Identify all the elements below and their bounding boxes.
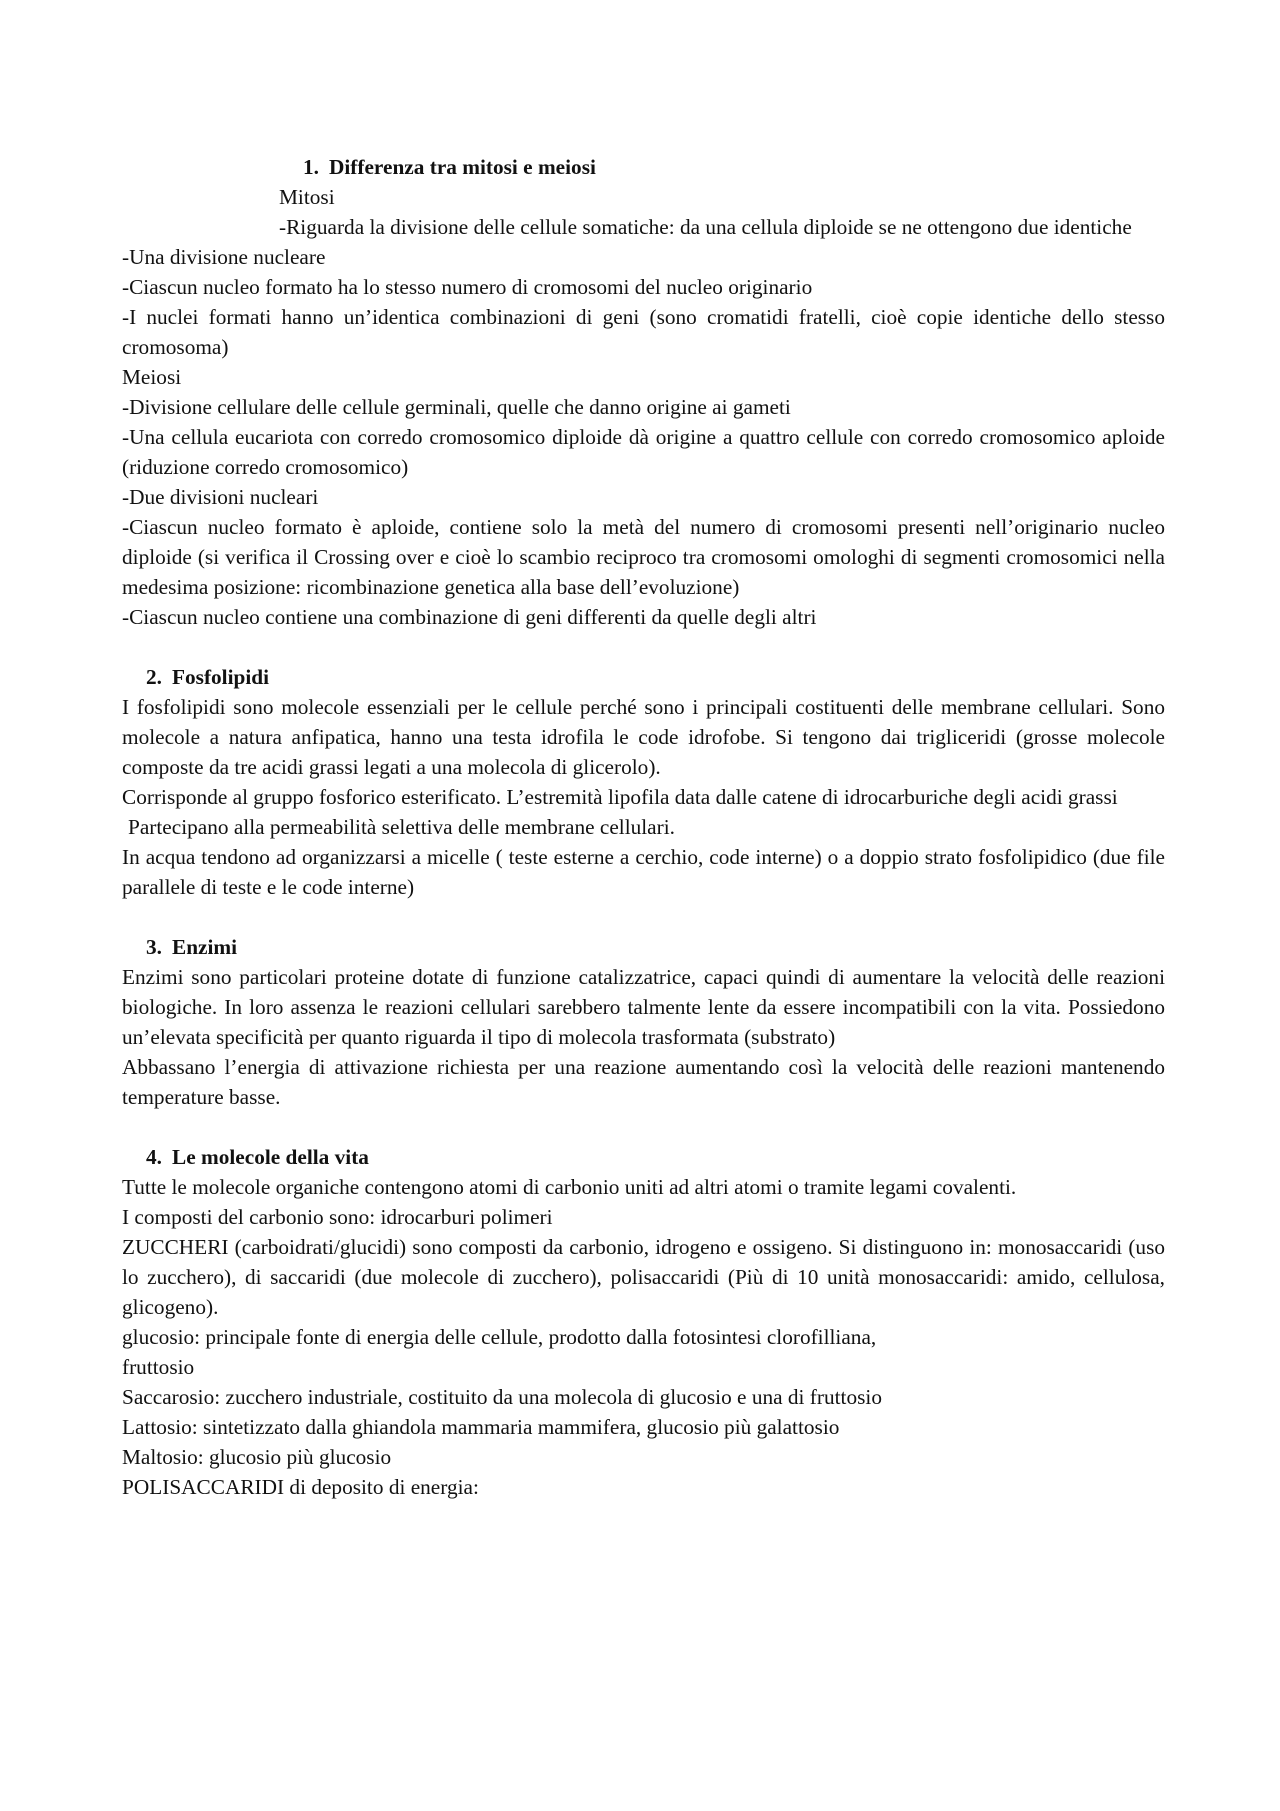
paragraph: POLISACCARIDI di deposito di energia:	[122, 1475, 479, 1499]
paragraph: Meiosi	[122, 365, 182, 389]
paragraph: In acqua tendono ad organizzarsi a micelle ( teste esterne a cerchio, code interne) o a doppio strato fosfolipidico (due file parallele di teste e le code interne)	[122, 845, 1165, 899]
paragraph: -Ciascun nucleo formato ha lo stesso numero di cromosomi del nucleo originario	[122, 275, 813, 299]
paragraph: Maltosio: glucosio più glucosio	[122, 1445, 392, 1469]
section-title: Fosfolipidi	[172, 665, 270, 689]
section-heading: 4. Le molecole della vita	[146, 1145, 369, 1169]
paragraph: Mitosi	[279, 185, 335, 209]
section-heading: 1. Differenza tra mitosi e meiosi	[303, 155, 596, 179]
paragraph: -Una divisione nucleare	[122, 245, 326, 269]
paragraph: -Riguarda la divisione delle cellule somatiche: da una cellula diploide se ne ottengono due identiche	[279, 215, 1132, 239]
section-title: Enzimi	[172, 935, 238, 959]
paragraph: -Due divisioni nucleari	[122, 485, 319, 509]
section-heading: 3. Enzimi	[146, 935, 238, 959]
section-spacer	[122, 632, 1165, 662]
paragraph: -Ciascun nucleo contiene una combinazione di geni differenti da quelle degli altri	[122, 605, 817, 629]
section-title: Le molecole della vita	[172, 1145, 369, 1169]
paragraph: I fosfolipidi sono molecole essenziali per le cellule perché sono i principali costituenti delle membrane cellulari. Sono molecole a natura anfipatica, hanno una testa idrofila le code idrofobe. Si tengono dai trigliceridi (grosse molecole composte da tre acidi grassi legati a una molecola di glicerolo).	[122, 695, 1165, 779]
paragraph: Enzimi sono particolari proteine dotate di funzione catalizzatrice, capaci quindi di aumentare la velocità delle reazioni biologiche. In loro assenza le reazioni cellulari sarebbero talmente lente da essere incompatibili con la vita. Possiedono un’elevata specificità per quanto riguarda il tipo di molecola trasformata (substrato)	[122, 965, 1165, 1049]
paragraph: -Divisione cellulare delle cellule germinali, quelle che danno origine ai gameti	[122, 395, 791, 419]
paragraph: Abbassano l’energia di attivazione richiesta per una reazione aumentando così la velocità delle reazioni mantenendo temperature basse.	[122, 1055, 1165, 1109]
paragraph: Lattosio: sintetizzato dalla ghiandola mammaria mammifera, glucosio più galattosio	[122, 1415, 840, 1439]
section-spacer	[122, 1112, 1165, 1142]
section-title: Differenza tra mitosi e meiosi	[329, 155, 596, 179]
paragraph: -I nuclei formati hanno un’identica combinazioni di geni (sono cromatidi fratelli, cioè copie identiche dello stesso cromosoma)	[122, 305, 1165, 359]
paragraph: ZUCCHERI (carboidrati/glucidi) sono composti da carbonio, idrogeno e ossigeno. Si distinguono in: monosaccaridi (uso lo zucchero), di saccaridi (due molecole di zucchero), polisaccaridi (Più di 10 unità monosaccaridi: amido, cellulosa, glicogeno).	[122, 1235, 1165, 1319]
paragraph: -Ciascun nucleo formato è aploide, contiene solo la metà del numero di cromosomi presenti nell’originario nucleo diploide (si verifica il Crossing over e cioè lo scambio reciproco tra cromosomi omologhi di segmenti cromosomici nella medesima posizione: ricombinazione genetica alla base dell’evoluzione)	[122, 515, 1165, 599]
paragraph: Corrisponde al gruppo fosforico esterificato. L’estremità lipofila data dalle catene di idrocarburiche degli acidi grassi	[122, 785, 1118, 809]
paragraph: -Una cellula eucariota con corredo cromosomico diploide dà origine a quattro cellule con corredo cromosomico aploide (riduzione corredo cromosomico)	[122, 425, 1165, 479]
document-page	[122, 152, 1165, 1502]
section-spacer	[122, 902, 1165, 932]
paragraph: Saccarosio: zucchero industriale, costituito da una molecola di glucosio e una di fruttosio	[122, 1385, 882, 1409]
paragraph: Partecipano alla permeabilità selettiva delle membrane cellulari.	[128, 815, 675, 839]
paragraph: glucosio: principale fonte di energia delle cellule, prodotto dalla fotosintesi clorofilliana,	[122, 1325, 877, 1349]
paragraph: fruttosio	[122, 1355, 195, 1379]
paragraph: I composti del carbonio sono: idrocarburi polimeri	[122, 1205, 553, 1229]
section-heading: 2. Fosfolipidi	[146, 665, 270, 689]
paragraph: Tutte le molecole organiche contengono atomi di carbonio uniti ad altri atomi o tramite legami covalenti.	[122, 1175, 1017, 1199]
